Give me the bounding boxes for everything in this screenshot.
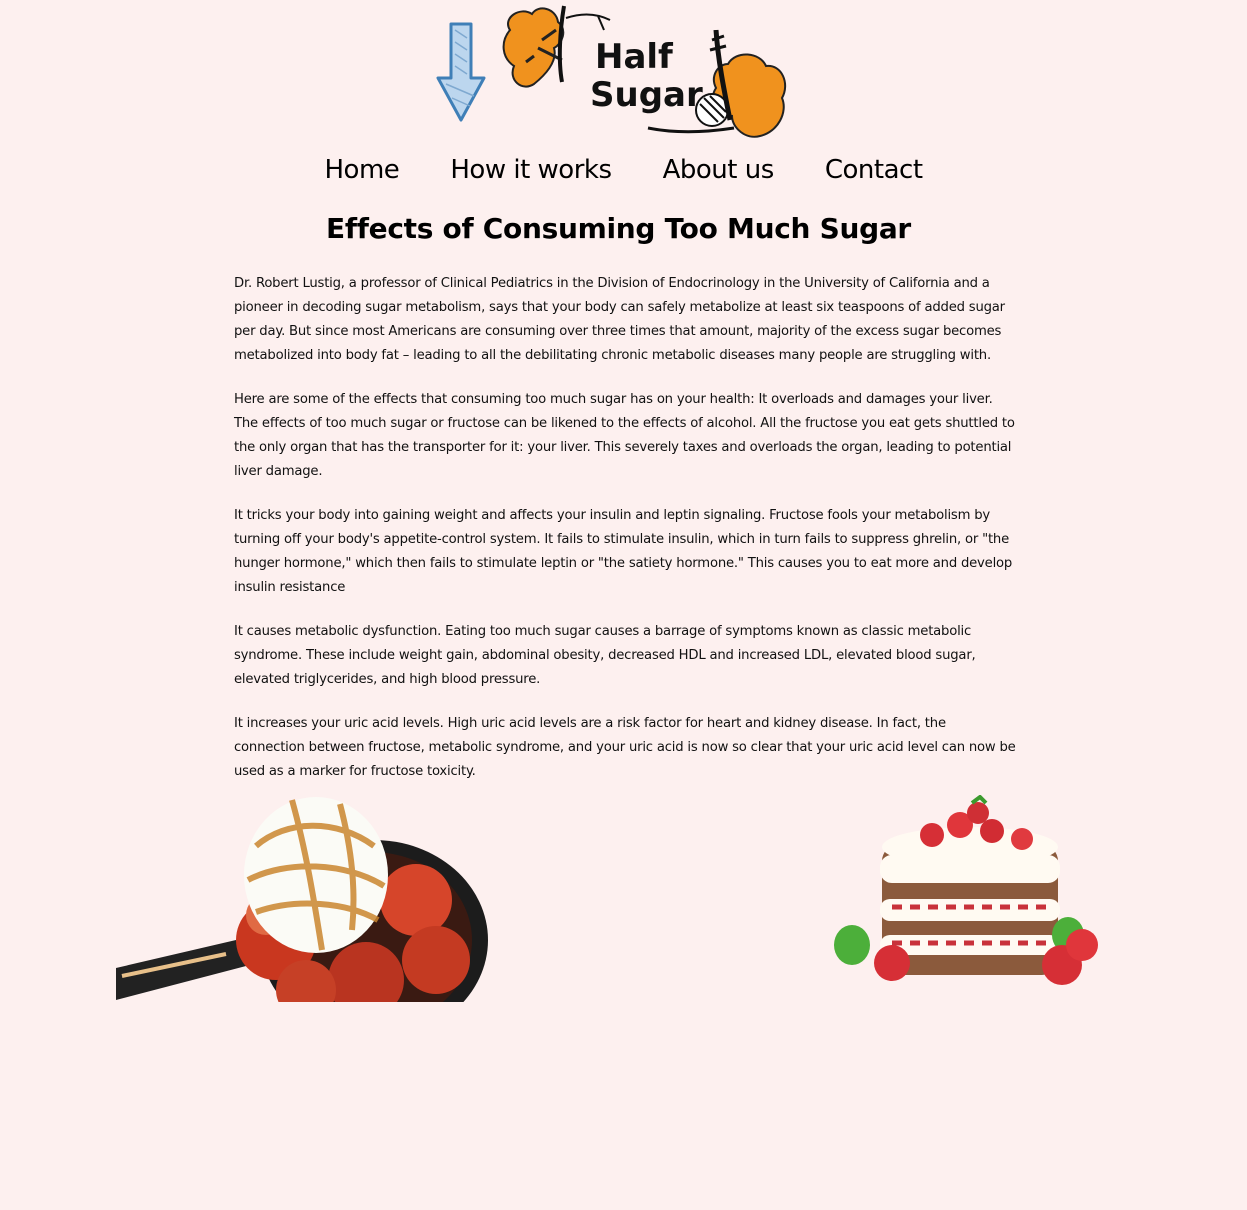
logo-line-sugar: Sugar [590,75,703,115]
logo-line-half: Half [595,37,673,77]
paragraph: It increases your uric acid levels. High uric acid levels are a risk factor for heart and kidney disease. In fact, the connection between fructose, metabolic syndrome, and your uric acid is now so clear that your uric acid level can now be used as a marker for fructose toxicity. [234,716,1016,779]
paragraph: It tricks your body into gaining weight and affects your insulin and leptin signaling. Fructose fools your metabolism by turning off your body's appetite-control system. It fails to stimulate insulin, which in turn fails to suppress ghrelin, or "the hunger hormone," which then fails to stimulate leptin or "the satiety hormone." This causes you to eat more and develop insulin resistance [234,508,1013,595]
strawberry-cake-image [832,795,1100,990]
main-nav [0,155,1247,185]
site-header [0,0,1247,145]
page-title: Effects of Consuming Too Much Sugar [326,212,911,245]
down-arrow-icon[interactable] [434,20,488,124]
half-sugar-logo[interactable] [498,0,790,142]
nav-how-it-works[interactable]: How it works [450,155,612,185]
paragraph: Here are some of the effects that consuming too much sugar has on your health: It overloads and damages your liver. The effects of too much sugar or fructose can be likened to the effects of alcohol. All the fructose you eat gets shuttled to the only organ that has the transporter for it: your liver. This severely taxes and overloads the organ, leading to potential liver damage. [234,392,1015,479]
nav-about-us[interactable]: About us [662,155,774,185]
paragraph: It causes metabolic dysfunction. Eating too much sugar causes a barrage of symptoms known as classic metabolic syndrome. These include weight gain, abdominal obesity, decreased HDL and increased LDL, elevated blood sugar, elevated triglycerides, and high blood pressure. [234,624,976,687]
nav-contact[interactable]: Contact [824,155,923,185]
paragraph: Dr. Robert Lustig, a professor of Clinical Pediatrics in the Division of Endocrinology in the University of California and a pioneer in decoding sugar metabolism, says that your body can safely metabolize at least six teaspoons of added sugar per day. But since most Americans are consuming over three times that amount, majority of the excess sugar becomes metabolized into body fat – leading to all the debilitating chronic metabolic diseases many people are struggling with. [234,276,1005,363]
skillet-dessert-image [116,790,488,1002]
nav-home[interactable]: Home [324,155,400,185]
article-body [234,272,1019,804]
